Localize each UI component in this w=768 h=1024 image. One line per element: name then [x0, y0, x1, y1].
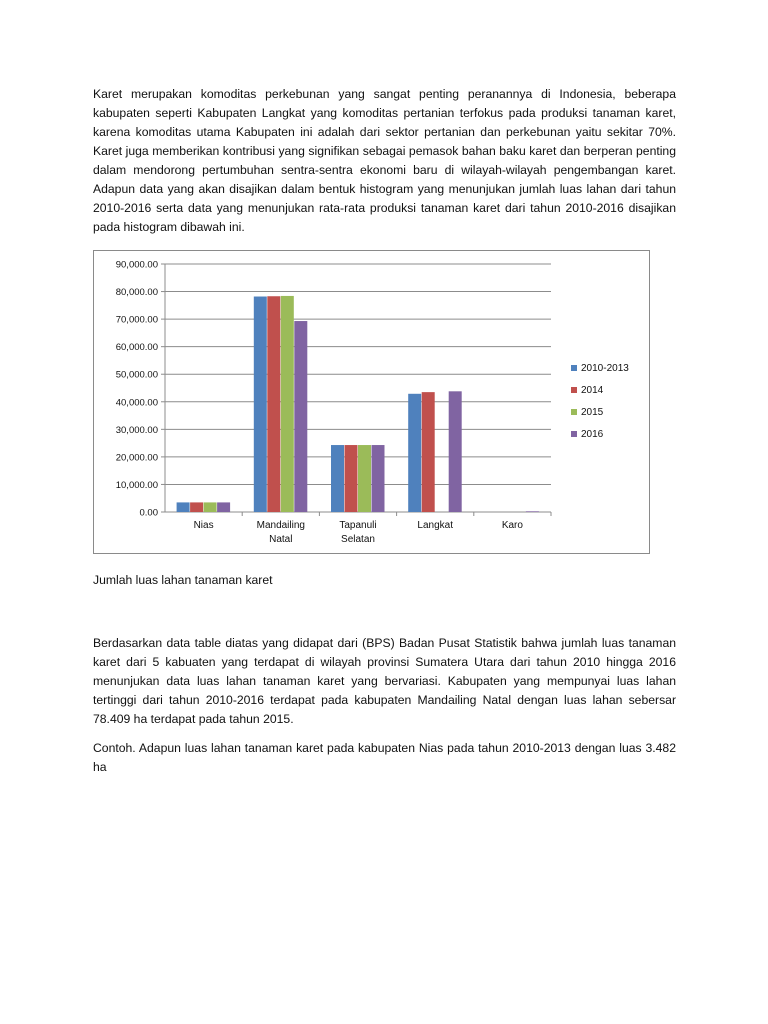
legend-swatch — [571, 431, 577, 437]
bar — [254, 297, 267, 512]
chart-caption: Jumlah luas lahan tanaman karet — [93, 573, 273, 587]
intro-paragraph: Karet merupakan komoditas perkebunan yang sangat penting peranannya di Indonesia, beberapa kabupaten seperti Kabupaten Langkat yang komoditas pertanian terfokus pada produksi tanaman karet, karena komoditas utama Kabupaten ini adalah dari sektor pertanian dan perkebunan yaitu sekitar 70%. Karet juga memberikan kontribusi yang signifikan sebagai pemasok bahan baku karet dan berperan penting dalam mendorong pertumbuhan sentra-sentra ekonomi baru di wilayah-wilayah pengembangan karet. Adapun data yang akan disajikan dalam bentuk histogram yang menunjukan jumlah luas lahan dari tahun 2010-2016 serta data yang menunjukan rata-rata produksi tanaman karet dari tahun 2010-2016 disajikan pada histogram dibawah ini. — [93, 87, 676, 234]
bar — [331, 445, 344, 512]
bar — [281, 296, 294, 512]
bar-chart-svg — [94, 251, 651, 555]
legend-label: 2014 — [581, 385, 604, 396]
y-tick-label: 90,000.00 — [115, 259, 158, 271]
bar — [422, 392, 435, 512]
bar — [526, 511, 539, 512]
y-tick-label: 40,000.00 — [115, 397, 158, 409]
y-tick-label: 50,000.00 — [115, 369, 158, 381]
y-tick-label: 10,000.00 — [115, 479, 158, 491]
y-tick-label: 80,000.00 — [115, 287, 158, 299]
legend-label: 2015 — [581, 407, 604, 418]
y-tick-label: 20,000.00 — [115, 452, 158, 464]
bar — [449, 391, 462, 512]
bar — [204, 502, 217, 512]
bar — [294, 321, 307, 512]
y-tick-label: 0.00 — [139, 507, 158, 519]
legend-swatch — [571, 409, 577, 415]
category-label: Natal — [269, 534, 293, 545]
category-label: Tapanuli — [339, 520, 377, 531]
category-label: Nias — [193, 520, 214, 531]
y-tick-label: 30,000.00 — [115, 424, 158, 436]
y-tick-label: 70,000.00 — [115, 314, 158, 326]
category-label: Mandailing — [256, 520, 305, 531]
bar — [190, 502, 203, 512]
bar — [267, 296, 280, 512]
analysis-paragraph: Berdasarkan data table diatas yang didapat dari (BPS) Badan Pusat Statistik bahwa jumlah luas tanaman karet dari 5 kabuaten yang terdapat di wilayah provinsi Sumatera Utara dari tahun 2010 hingga 2016 menunjukan data luas lahan tanaman karet yang bervariasi. Kabupaten yang mempunyai luas lahan tertinggi dari tahun 2010-2016 terdapat pada kabupaten Mandailing Natal dengan luas lahan sebersar 78.409 ha terdapat pada tahun 2015. — [93, 636, 676, 726]
bar — [345, 445, 358, 512]
legend-swatch — [571, 387, 577, 393]
bar — [217, 502, 230, 512]
bar — [177, 502, 190, 512]
bar — [372, 445, 385, 512]
legend-label: 2016 — [581, 429, 604, 440]
y-tick-label: 60,000.00 — [115, 342, 158, 354]
example-paragraph: Contoh. Adapun luas lahan tanaman karet pada kabupaten Nias pada tahun 2010-2013 dengan luas 3.482 ha — [93, 741, 676, 774]
legend-label: 2010-2013 — [581, 363, 629, 374]
bar — [358, 445, 371, 512]
category-label: Karo — [501, 520, 523, 531]
legend-swatch — [571, 365, 577, 371]
category-label: Langkat — [417, 520, 453, 531]
bar-chart — [93, 250, 650, 554]
category-label: Selatan — [341, 534, 375, 545]
bar — [408, 394, 421, 512]
